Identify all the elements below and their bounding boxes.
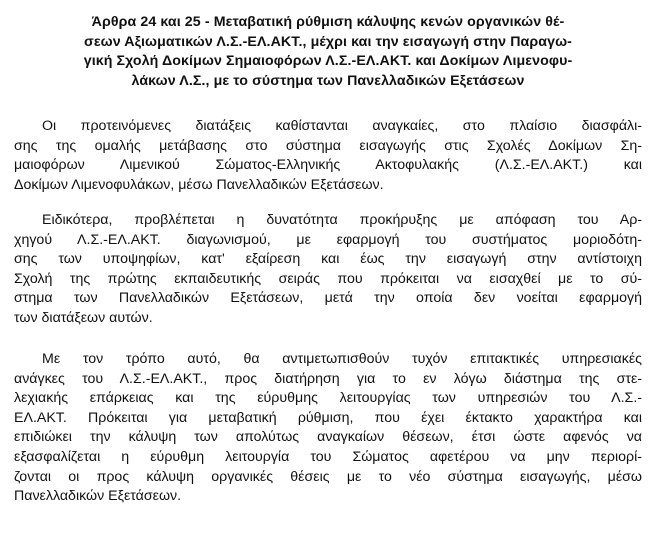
- paragraph-line: Οι προτεινόμενες διατάξεις καθίστανται αναγκαίες, στο πλαίσιο διασφάλι-: [42, 118, 642, 134]
- paragraph-line: χηγού Λ.Σ.-ΕΛ.ΑΚΤ. διαγωνισμού, με εφαρμογή του συστήματος μοριοδότη-: [14, 231, 642, 248]
- paragraph-line: Με τον τρόπο αυτό, θα αντιμετωπισθούν τυχόν επιτακτικές υπηρεσιακές: [42, 351, 642, 367]
- paragraph-line: στημα των Πανελλαδικών Εξετάσεων, μετά την οποία δεν νοείται εφαρμογή: [14, 290, 642, 307]
- heading-line: λάκων Λ.Σ., με το σύστημα των Πανελλαδικών Εξετάσεων: [131, 72, 525, 89]
- paragraph-line: μαιοφόρων Λιμενικού Σώματος-Ελληνικής Ακτοφυλακής (Λ.Σ.-ΕΛ.ΑΚΤ.) και: [14, 157, 642, 174]
- article-heading: [14, 13, 642, 91]
- paragraph-line: των διατάξεων αυτών.: [14, 309, 153, 326]
- paragraph-line: σης των υποψηφίων, κατ' εξαίρεση και έως την εισαγωγή στην αντίστοιχη: [14, 251, 642, 268]
- paragraph-line: ζονται οι προς κάλυψη οργανικές θέσεις με το νέο σύστημα εισαγωγής, μέσω: [14, 468, 642, 485]
- paragraph-purpose: [14, 350, 642, 507]
- paragraph-necessity: [14, 117, 642, 195]
- paragraph-line: Σχολή της πρώτης εκπαιδευτικής σειράς που πρόκειται να εισαχθεί με το σύ-: [14, 270, 642, 287]
- heading-line: γική Σχολή Δοκίμων Σημαιοφόρων Λ.Σ.-ΕΛ.ΑΚΤ. και Δοκίμων Λιμενοφυ-: [83, 53, 573, 70]
- heading-line: σεων Αξιωματικών Λ.Σ.-ΕΛ.ΑΚΤ., μέχρι και την εισαγωγή στην Παραγω-: [84, 33, 572, 50]
- paragraph-line: εξασφαλίζεται η εύρυθμη λειτουργία του Σώματος αφετέρου να μην περιορί-: [14, 448, 642, 465]
- paragraph-specifics: [14, 211, 642, 329]
- paragraph-line: Δοκίμων Λιμενοφυλάκων, μέσω Πανελλαδικών Εξετάσεων.: [14, 176, 384, 193]
- paragraph-line: λεχιακής επάρκειας και της εύρυθμης λειτουργίας των υπηρεσιών του Λ.Σ.-: [14, 390, 642, 407]
- paragraph-line: Ειδικότερα, προβλέπεται η δυνατότητα προκήρυξης με απόφαση του Αρ-: [42, 212, 642, 228]
- heading-line: Άρθρα 24 και 25 - Μεταβατική ρύθμιση κάλυψης κενών οργανικών θέ-: [91, 14, 565, 30]
- paragraph-line: ΕΛ.ΑΚΤ. Πρόκειται για μεταβατική ρύθμιση, που έχει έκτακτο χαρακτήρα και: [14, 409, 642, 426]
- paragraph-line: σης της ομαλής μετάβασης στο σύστημα εισαγωγής στις Σχολές Δοκίμων Ση-: [14, 137, 642, 154]
- paragraph-line: ανάγκες του Λ.Σ.-ΕΛ.ΑΚΤ., προς διατήρηση για το εν λόγω διάστημα της στε-: [14, 370, 642, 387]
- paragraph-line: επιδιώκει την κάλυψη των απολύτως αναγκαίων θέσεων, έτσι ώστε αφενός να: [14, 429, 642, 446]
- paragraph-line: Πανελλαδικών Εξετάσεων.: [14, 488, 182, 505]
